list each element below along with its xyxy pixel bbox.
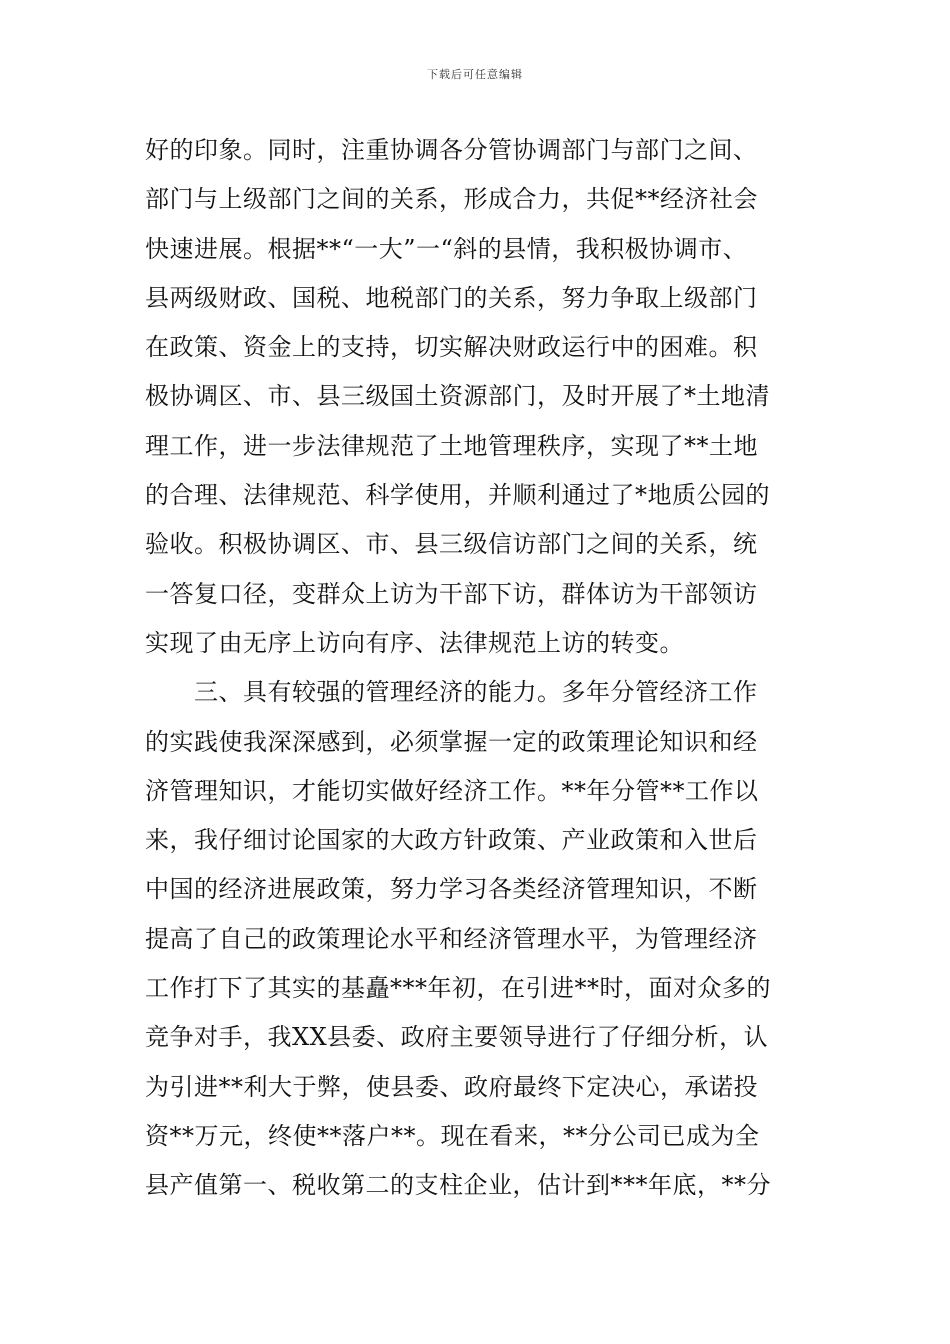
text-line: 的合理、法律规范、科学使用，并顺利通过了*地质公园的 [145, 481, 770, 510]
text-line: 在政策、资金上的支持，切实解决财政运行中的困难。积 [145, 333, 758, 362]
text-line: 好的印象。同时，注重协调各分管协调部门与部门之间、 [145, 136, 758, 164]
page-header: 下载后可任意编辑 [427, 68, 523, 81]
text-line: 三、具有较强的管理经济的能力。多年分管经济工作 [145, 678, 758, 707]
text-line: 验收。积极协调区、市、县三级信访部门之间的关系，统 [145, 530, 758, 559]
text-line: 的实践使我深深感到，必须掌握一定的政策理论知识和经 [145, 727, 758, 756]
text-line: 工作打下了其实的基矗***年初，在引进**时，面对众多的 [145, 974, 771, 1003]
text-line: 一答复口径，变群众上访为干部下访，群体访为干部领访 [145, 579, 758, 608]
text-line: 竞争对手，我XX县委、政府主要领导进行了仔细分析，认 [145, 1023, 769, 1052]
text-line: 实现了由无序上访向有序、法律规范上访的转变。 [145, 628, 684, 657]
text-line: 理工作，进一步法律规范了土地管理秩序，实现了**土地 [145, 431, 758, 460]
text-line: 为引进**利大于弊，使县委、政府最终下定决心，承诺投 [145, 1072, 758, 1101]
text-line: 来，我仔细讨论国家的大政方针政策、产业政策和入世后 [145, 826, 758, 855]
text-line: 快速进展。根据**“一大”一“斜的县情，我积极协调市、 [145, 234, 748, 263]
text-line: 极协调区、市、县三级国土资源部门，及时开展了*土地清 [145, 382, 770, 411]
text-line: 部门与上级部门之间的关系，形成合力，共促**经济社会 [145, 185, 758, 214]
text-line: 县产值第一、税收第二的支柱企业，估计到***年底，**分 [145, 1171, 771, 1200]
text-line: 县两级财政、国税、地税部门的关系，努力争取上级部门 [145, 283, 758, 312]
text-line: 资**万元，终使**落户**。现在看来，**分公司已成为全 [145, 1121, 760, 1150]
text-line: 提高了自己的政策理论水平和经济管理水平，为管理经济 [145, 924, 758, 953]
text-line: 济管理知识，才能切实做好经济工作。**年分管**工作以 [145, 776, 759, 805]
document-body [145, 126, 835, 1211]
text-line: 中国的经济进展政策，努力学习各类经济管理知识，不断 [145, 875, 758, 904]
